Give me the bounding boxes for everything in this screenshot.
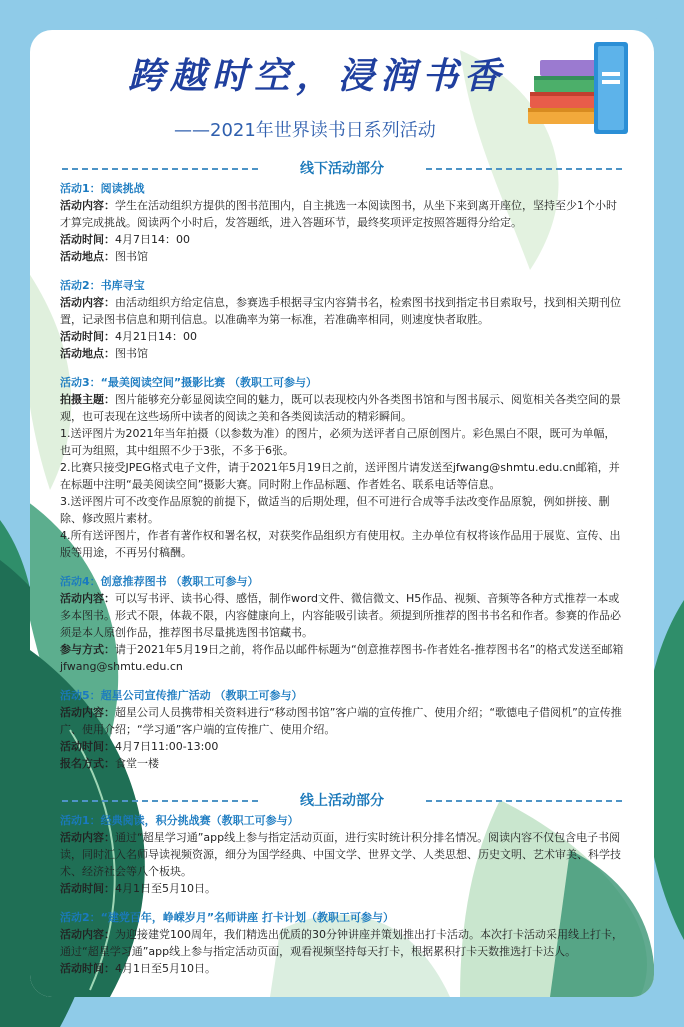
poster-card: [30, 30, 654, 997]
online-activity-2-content: 活动内容：为迎接建党100周年，我们精选出优质的30分钟讲座并策划推出打卡活动。本次打卡活动采用线上打卡，通过“超星学习通”app线上参与指定活动页面，观看视频坚持每天打卡，根据累积打卡天数推选打卡达人。: [60, 928, 623, 958]
online-activity-2-time: 活动时间：4月1日至5月10日。: [60, 962, 216, 975]
online-section-heading: [60, 790, 624, 812]
offline-activity-3-theme: 拍摄主题：图片能够充分彰显阅读空间的魅力，既可以表现校内外各类图书馆和与图书展示、阅览相关各类空间的景观，也可表现在这些场所中读者的阅读之美和各类阅读活动的精彩瞬间。: [60, 393, 621, 423]
online-activity-1-time: 活动时间：4月1日至5月10日。: [60, 882, 216, 895]
offline-activity-1-title: 活动1：阅读挑战: [60, 182, 145, 195]
offline-activity-1-place: 活动地点：图书馆: [60, 250, 148, 263]
offline-activity-3-rule-3: 3.送评图片可不改变作品原貌的前提下，做适当的后期处理，但不可进行合成等手法改变作品原貌，例如拼接、删除、修改照片素材。: [60, 495, 610, 525]
offline-activity-4-content: 活动内容：可以写书评、读书心得、感悟，制作word文件、微信微文、H5作品、视频、音频等各种方式推荐一本或多本图书。形式不限，体裁不限，内容健康向上，内容能吸引读者。须提到所推荐的图书书名和作者。参赛的作品必须是本人原创作品，推荐图书尽量挑选图书馆藏书。: [60, 592, 621, 639]
offline-activity-4-method: 参与方式：请于2021年5月19日之前，将作品以邮件标题为“创意推荐图书-作者姓名-推荐图书名”的格式发送至邮箱jfwang@shmtu.edu.cn: [60, 643, 624, 673]
offline-activity-1-content: 活动内容：学生在活动组织方提供的图书范围内，自主挑选一本阅读图书，从坐下来到离开座位，坚持至少1个小时才算完成挑战。阅读两个小时后，发答题纸，进入答题环节，最终奖项评定按照答题得分给定。: [60, 199, 617, 229]
online-activity-1-content: 活动内容：通过“超星学习通”app线上参与指定活动页面，进行实时统计积分排名情况。阅读内容不仅包含电子书阅读，同时汇入名师导读视频资源，细分为国学经典、中国文学、世界文学、人类思想、历史文明、艺术审美、科学技术、经济社会等八个板块。: [60, 831, 621, 878]
offline-activity-5-time: 活动时间：4月7日11:00-13:00: [60, 740, 219, 753]
online-activity-1-title: 活动1：经典阅读，积分挑战赛（教职工可参与）: [60, 814, 299, 827]
offline-section-heading: [60, 158, 624, 180]
page-subtitle: ——2021年世界读书日系列活动: [174, 120, 436, 141]
offline-activity-2-title: 活动2：书库寻宝: [60, 279, 145, 292]
book-stack-icon: [524, 32, 636, 144]
offline-activity-5-title: 活动5：超星公司宣传推广活动 （教职工可参与）: [60, 689, 303, 702]
offline-activity-5-content: 活动内容：超星公司人员携带相关资料进行“移动图书馆”客户端的宣传推广、使用介绍；“歌德电子借阅机”的宣传推广、使用介绍；“学习通”客户端的宣传推广、使用介绍。: [60, 706, 622, 736]
offline-content: [60, 180, 626, 772]
offline-activity-4-title: 活动4：创意推荐图书 （教职工可参与）: [60, 575, 259, 588]
online-content: [60, 812, 626, 977]
offline-activity-2-content: 活动内容：由活动组织方给定信息，参赛选手根据寻宝内容猜书名，检索图书找到指定书目索取号，找到相关期刊位置，记录图书信息和期刊信息。以准确率为第一标准，若准确率相同，则速度快者取胜。: [60, 296, 621, 326]
offline-activity-2-time: 活动时间：4月21日14：00: [60, 330, 197, 343]
offline-activity-1-time: 活动时间：4月7日14：00: [60, 233, 190, 246]
offline-activity-5-signup: 报名方式：食堂一楼: [60, 757, 159, 770]
online-activity-2-title: 活动2：“建党百年，峥嵘岁月”名师讲座 打卡计划（教职工可参与）: [60, 911, 394, 924]
offline-activity-3-rule-2: 2.比赛只接受JPEG格式电子文件，请于2021年5月19日之前，送评图片请发送至jfwang@shmtu.edu.cn邮箱，并在标题中注明“最美阅读空间”摄影大赛。同时附上作品标题、作者姓名、联系电话等信息。: [60, 461, 620, 491]
offline-activity-3-rule-1: 1.送评图片为2021年当年拍摄（以参数为准）的图片，必须为送评者自己原创图片。彩色黑白不限，既可为单幅，也可为组照，其中组照不少于3张，不多于6张。: [60, 427, 616, 457]
offline-activity-3-rule-4: 4.所有送评图片，作者有著作权和署名权，对获奖作品组织方有使用权。主办单位有权将该作品用于展览、宣传、出版等用途，不再另付稿酬。: [60, 529, 621, 559]
page-title: 跨越时空，浸润书香: [128, 55, 507, 97]
offline-activity-2-place: 活动地点：图书馆: [60, 347, 148, 360]
online-heading-label: 线上活动部分: [300, 793, 384, 809]
offline-heading-label: 线下活动部分: [300, 161, 384, 177]
offline-activity-3-title: 活动3：“最美阅读空间”摄影比赛 （教职工可参与）: [60, 376, 317, 389]
